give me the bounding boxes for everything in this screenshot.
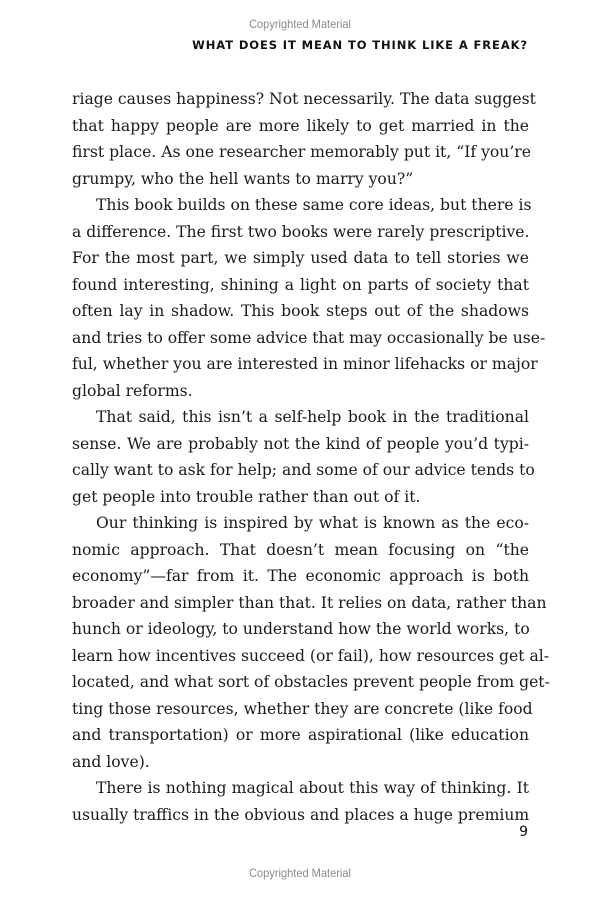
- text-line: cally want to ask for help; and some of our advice tends to: [72, 461, 535, 479]
- text-line: economy”—far from it. The economic approach is both: [72, 567, 529, 585]
- text-line: ting those resources, whether they are concrete (like food: [72, 699, 533, 718]
- text-line: sense. We are probably not the kind of people you’d typi-: [72, 434, 529, 453]
- text-line: There is nothing magical about this way of thinking. It: [96, 779, 529, 797]
- paragraph: [72, 775, 529, 828]
- text-line: For the most part, we simply used data to tell stories we: [72, 249, 529, 267]
- text-line: broader and simpler than that. It relies on data, rather than: [72, 593, 547, 612]
- copyright-watermark-bottom: Copyrighted Material: [249, 866, 351, 880]
- text-line: riage causes happiness? Not necessarily. The data suggest: [72, 90, 536, 108]
- paragraph: [72, 404, 535, 510]
- text-line: located, and what sort of obstacles prevent people from get-: [72, 673, 550, 691]
- copyright-watermark-top: Copyrighted Material: [249, 17, 351, 31]
- text-line: often lay in shadow. This book steps out of the shadows: [72, 302, 529, 320]
- text-line: and tries to offer some advice that may occasionally be use-: [72, 328, 546, 347]
- text-line: first place. As one researcher memorably put it, “If you’re: [72, 143, 531, 161]
- paragraph: [72, 86, 536, 192]
- text-line: found interesting, shining a light on parts of society that: [72, 275, 529, 294]
- paragraph: [72, 192, 546, 404]
- text-line: This book builds on these same core ideas, but there is: [96, 196, 532, 214]
- text-line: and love).: [72, 752, 150, 771]
- text-line: learn how incentives succeed (or fail), how resources get al-: [72, 646, 550, 665]
- text-line: that happy people are more likely to get married in the: [72, 116, 529, 135]
- text-line: Our thinking is inspired by what is known as the eco-: [96, 514, 529, 532]
- text-line: get people into trouble rather than out of it.: [72, 487, 421, 506]
- text-line: and transportation) or more aspirational (like education: [72, 726, 529, 744]
- text-line: global reforms.: [72, 381, 193, 400]
- text-line: usually traffics in the obvious and places a huge premium: [72, 805, 530, 824]
- text-line: a difference. The first two books were rarely prescriptive.: [72, 222, 530, 241]
- running-head: WHAT DOES IT MEAN TO THINK LIKE A FREAK?: [192, 38, 528, 52]
- text-line: That said, this isn’t a self-help book in the traditional: [96, 408, 529, 426]
- page-number: 9: [519, 824, 528, 840]
- body-text: [72, 86, 550, 828]
- paragraph: [72, 510, 550, 775]
- text-line: hunch or ideology, to understand how the world works, to: [72, 620, 530, 638]
- text-line: nomic approach. That doesn’t mean focusing on “the: [72, 540, 529, 559]
- text-line: grumpy, who the hell wants to marry you?”: [72, 169, 414, 188]
- text-line: ful, whether you are interested in minor lifehacks or major: [72, 355, 538, 373]
